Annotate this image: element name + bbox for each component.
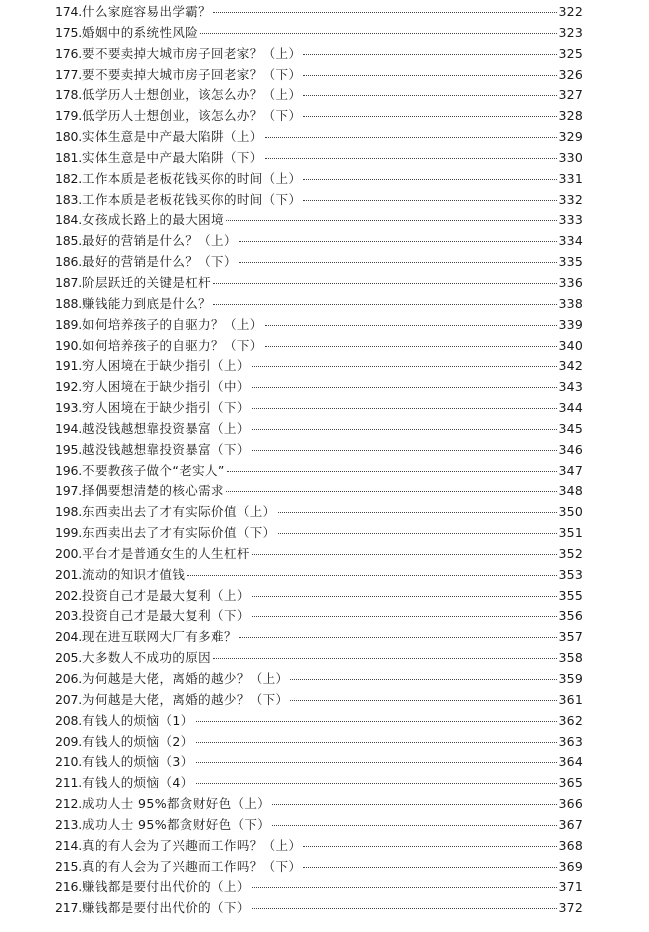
entry-page-number: 346	[558, 441, 583, 457]
entry-title: 赚钱都是要付出代价的（下）	[82, 900, 250, 916]
entry-number: 205.	[55, 650, 83, 666]
entry-title: 投资自己才是最大复利（上）	[82, 587, 250, 603]
dot-leader	[272, 804, 556, 805]
toc-entry[interactable]	[55, 648, 583, 669]
entry-title: 如何培养孩子的自驱力？（下）	[82, 337, 263, 353]
entry-number: 179.	[55, 108, 83, 124]
dot-leader	[265, 137, 557, 138]
dot-leader	[213, 283, 556, 284]
toc-entry[interactable]	[55, 857, 583, 878]
entry-page-number: 331	[558, 170, 583, 186]
toc-entry[interactable]	[55, 773, 583, 794]
toc-entry[interactable]	[55, 732, 583, 753]
entry-page-number: 342	[558, 358, 583, 374]
entry-title: 赚钱都是要付出代价的（上）	[82, 879, 250, 895]
entry-page-number: 352	[558, 545, 583, 561]
dot-leader	[303, 179, 556, 180]
dot-leader	[303, 75, 556, 76]
dot-leader	[252, 366, 557, 367]
toc-entry[interactable]	[55, 481, 583, 502]
entry-number: 182.	[55, 170, 83, 186]
entry-page-number: 371	[558, 879, 583, 895]
entry-number: 203.	[55, 608, 83, 624]
toc-entry[interactable]	[55, 190, 583, 211]
toc-entry[interactable]	[55, 461, 583, 482]
toc-entry[interactable]	[55, 669, 583, 690]
toc-entry[interactable]	[55, 398, 583, 419]
dot-leader	[213, 304, 556, 305]
dot-leader	[239, 262, 557, 263]
dot-leader	[239, 637, 557, 638]
entry-number: 189.	[55, 316, 83, 332]
table-of-contents	[55, 2, 583, 919]
entry-page-number: 332	[558, 191, 583, 207]
entry-number: 187.	[55, 274, 83, 290]
dot-leader	[278, 512, 557, 513]
entry-page-number: 334	[558, 233, 583, 249]
entry-title: 有钱人的烦恼（3）	[82, 754, 194, 770]
entry-number: 191.	[55, 358, 83, 374]
entry-number: 201.	[55, 566, 83, 582]
entry-page-number: 361	[558, 691, 583, 707]
entry-title: 有钱人的烦恼（4）	[82, 775, 194, 791]
entry-number: 207.	[55, 691, 83, 707]
entry-number: 199.	[55, 525, 83, 541]
dot-leader	[252, 908, 557, 909]
entry-number: 202.	[55, 587, 83, 603]
entry-page-number: 367	[558, 816, 583, 832]
toc-entry[interactable]	[55, 523, 583, 544]
entry-page-number: 363	[558, 733, 583, 749]
toc-entry[interactable]	[55, 2, 583, 23]
entry-number: 217.	[55, 900, 83, 916]
dot-leader	[303, 54, 556, 55]
entry-number: 209.	[55, 733, 83, 749]
entry-title: 择偶要想清楚的核心需求	[82, 483, 224, 499]
entry-title: 婚姻中的系统性风险	[82, 24, 199, 40]
entry-number: 213.	[55, 816, 83, 832]
entry-title: 最好的营销是什么？（上）	[82, 233, 237, 249]
entry-title: 真的有人会为了兴趣而工作吗？（上）	[82, 837, 302, 853]
dot-leader	[226, 220, 557, 221]
entry-title: 为何越是大佬，离婚的越少？（下）	[82, 691, 289, 707]
dot-leader	[303, 95, 556, 96]
entry-number: 214.	[55, 837, 83, 853]
entry-page-number: 344	[558, 400, 583, 416]
entry-page-number: 362	[558, 712, 583, 728]
entry-title: 如何培养孩子的自驱力？（上）	[82, 316, 263, 332]
dot-leader	[265, 158, 557, 159]
entry-number: 192.	[55, 379, 83, 395]
toc-entry[interactable]	[55, 419, 583, 440]
entry-title: 有钱人的烦恼（1）	[82, 712, 194, 728]
toc-entry[interactable]	[55, 210, 583, 231]
entry-page-number: 365	[558, 775, 583, 791]
entry-title: 平台才是普通女生的人生杠杆	[82, 545, 250, 561]
entry-number: 206.	[55, 671, 83, 686]
toc-entry[interactable]	[55, 252, 583, 273]
entry-title: 大多数人不成功的原因	[82, 650, 212, 666]
toc-entry[interactable]	[55, 836, 583, 857]
entry-title: 投资自己才是最大复利（下）	[82, 608, 250, 624]
toc-entry[interactable]	[55, 377, 583, 398]
entry-title: 成功人士 95%都贪财好色（下）	[82, 816, 271, 832]
entry-page-number: 359	[558, 671, 583, 686]
entry-number: 175.	[55, 24, 83, 40]
toc-entry[interactable]	[55, 502, 583, 523]
entry-title: 真的有人会为了兴趣而工作吗？（下）	[82, 858, 302, 874]
toc-entry[interactable]	[55, 65, 583, 86]
entry-title: 东西卖出去了才有实际价值（上）	[82, 504, 276, 520]
toc-entry[interactable]	[55, 106, 583, 127]
entry-number: 188.	[55, 295, 83, 311]
dot-leader	[252, 387, 557, 388]
entry-number: 195.	[55, 441, 83, 457]
toc-entry[interactable]	[55, 586, 583, 607]
toc-entry[interactable]	[55, 231, 583, 252]
entry-page-number: 356	[558, 608, 583, 624]
entry-title: 低学历人士想创业，该怎么办？（下）	[82, 108, 302, 124]
dot-leader	[303, 867, 556, 868]
dot-leader	[252, 450, 557, 451]
entry-page-number: 368	[558, 837, 583, 853]
entry-page-number: 336	[558, 274, 583, 290]
toc-entry[interactable]	[55, 85, 583, 106]
entry-number: 184.	[55, 212, 83, 228]
entry-number: 204.	[55, 629, 83, 645]
entry-number: 215.	[55, 858, 83, 874]
entry-page-number: 328	[558, 108, 583, 124]
entry-number: 186.	[55, 254, 83, 270]
entry-number: 196.	[55, 462, 83, 478]
entry-page-number: 322	[558, 4, 583, 19]
entry-number: 183.	[55, 191, 83, 207]
entry-title: 低学历人士想创业，该怎么办？（上）	[82, 87, 302, 103]
dot-leader	[213, 658, 556, 659]
entry-number: 194.	[55, 420, 83, 436]
dot-leader	[252, 887, 557, 888]
dot-leader	[200, 33, 556, 34]
entry-number: 185.	[55, 233, 83, 249]
entry-number: 180.	[55, 129, 83, 145]
entry-title: 什么家庭容易出学霸？	[82, 4, 212, 19]
entry-page-number: 339	[558, 316, 583, 332]
entry-page-number: 326	[558, 66, 583, 82]
entry-number: 210.	[55, 754, 83, 770]
dot-leader	[252, 596, 557, 597]
entry-title: 东西卖出去了才有实际价值（下）	[82, 525, 276, 541]
entry-number: 212.	[55, 796, 83, 812]
entry-page-number: 345	[558, 420, 583, 436]
entry-page-number: 325	[558, 45, 583, 61]
entry-title: 穷人困境在于缺少指引（中）	[82, 379, 250, 395]
dot-leader	[226, 491, 557, 492]
toc-entry[interactable]	[55, 23, 583, 44]
entry-page-number: 357	[558, 629, 583, 645]
entry-title: 阶层跃迁的关键是杠杆	[82, 274, 212, 290]
entry-number: 211.	[55, 775, 83, 791]
entry-number: 198.	[55, 504, 83, 520]
entry-number: 178.	[55, 87, 83, 103]
entry-title: 不要教孩子做个“老实人”	[82, 462, 225, 478]
entry-number: 176.	[55, 45, 83, 61]
entry-title: 赚钱能力到底是什么？	[82, 295, 212, 311]
entry-page-number: 366	[558, 796, 583, 812]
entry-page-number: 355	[558, 587, 583, 603]
toc-entry[interactable]	[55, 877, 583, 898]
entry-number: 174.	[55, 4, 83, 19]
dot-leader	[239, 241, 557, 242]
entry-title: 成功人士 95%都贪财好色（上）	[82, 796, 271, 812]
entry-title: 越没钱越想靠投资暴富（下）	[82, 441, 250, 457]
dot-leader	[196, 742, 557, 743]
dot-leader	[278, 533, 557, 534]
entry-page-number: 351	[558, 525, 583, 541]
toc-entry[interactable]	[55, 794, 583, 815]
dot-leader	[252, 554, 557, 555]
dot-leader	[187, 575, 556, 576]
dot-leader	[196, 721, 557, 722]
entry-page-number: 358	[558, 650, 583, 666]
toc-entry[interactable]	[55, 44, 583, 65]
entry-title: 要不要卖掉大城市房子回老家？（上）	[82, 45, 302, 61]
toc-entry[interactable]	[55, 148, 583, 169]
dot-leader	[290, 679, 556, 680]
entry-title: 越没钱越想靠投资暴富（上）	[82, 420, 250, 436]
dot-leader	[227, 471, 557, 472]
toc-entry[interactable]	[55, 273, 583, 294]
toc-entry[interactable]	[55, 627, 583, 648]
dot-leader	[265, 325, 557, 326]
toc-entry[interactable]	[55, 898, 583, 919]
dot-leader	[303, 116, 556, 117]
dot-leader	[290, 700, 556, 701]
toc-entry[interactable]	[55, 711, 583, 732]
entry-number: 197.	[55, 483, 83, 499]
entry-page-number: 340	[558, 337, 583, 353]
entry-page-number: 372	[558, 900, 583, 916]
toc-entry[interactable]	[55, 440, 583, 461]
toc-entry[interactable]	[55, 127, 583, 148]
entry-title: 工作本质是老板花钱买你的时间（下）	[82, 191, 302, 207]
entry-title: 穷人困境在于缺少指引（上）	[82, 358, 250, 374]
entry-title: 为何越是大佬，离婚的越少？（上）	[82, 671, 289, 686]
dot-leader	[252, 408, 557, 409]
entry-page-number: 353	[558, 566, 583, 582]
dot-leader	[252, 616, 557, 617]
entry-title: 实体生意是中产最大陷阱（上）	[82, 129, 263, 145]
toc-entry[interactable]	[55, 169, 583, 190]
entry-title: 工作本质是老板花钱买你的时间（上）	[82, 170, 302, 186]
entry-page-number: 335	[558, 254, 583, 270]
entry-title: 流动的知识才值钱	[82, 566, 186, 582]
entry-page-number: 333	[558, 212, 583, 228]
entry-title: 女孩成长路上的最大困境	[82, 212, 224, 228]
entry-page-number: 364	[558, 754, 583, 770]
entry-page-number: 347	[558, 462, 583, 478]
toc-entry[interactable]	[55, 294, 583, 315]
entry-page-number: 323	[558, 24, 583, 40]
toc-entry[interactable]	[55, 752, 583, 773]
entry-title: 现在进互联网大厂有多难？	[82, 629, 237, 645]
toc-entry[interactable]	[55, 815, 583, 836]
entry-page-number: 369	[558, 858, 583, 874]
dot-leader	[196, 783, 557, 784]
dot-leader	[272, 825, 556, 826]
entry-number: 181.	[55, 149, 83, 165]
dot-leader	[265, 346, 557, 347]
toc-entry[interactable]	[55, 356, 583, 377]
toc-entry[interactable]	[55, 315, 583, 336]
entry-number: 200.	[55, 545, 83, 561]
entry-page-number: 329	[558, 129, 583, 145]
entry-title: 有钱人的烦恼（2）	[82, 733, 194, 749]
entry-page-number: 327	[558, 87, 583, 103]
entry-page-number: 343	[558, 379, 583, 395]
entry-number: 208.	[55, 712, 83, 728]
entry-number: 177.	[55, 66, 83, 82]
entry-title: 要不要卖掉大城市房子回老家？（下）	[82, 66, 302, 82]
toc-entry[interactable]	[55, 606, 583, 627]
entry-page-number: 348	[558, 483, 583, 499]
entry-page-number: 330	[558, 149, 583, 165]
entry-title: 最好的营销是什么？（下）	[82, 254, 237, 270]
entry-number: 216.	[55, 879, 83, 895]
toc-entry[interactable]	[55, 544, 583, 565]
toc-entry[interactable]	[55, 565, 583, 586]
dot-leader	[303, 846, 556, 847]
entry-page-number: 350	[558, 504, 583, 520]
entry-title: 实体生意是中产最大陷阱（下）	[82, 149, 263, 165]
entry-page-number: 338	[558, 295, 583, 311]
entry-number: 193.	[55, 400, 83, 416]
dot-leader	[303, 200, 556, 201]
entry-title: 穷人困境在于缺少指引（下）	[82, 400, 250, 416]
dot-leader	[213, 12, 556, 13]
entry-number: 190.	[55, 337, 83, 353]
dot-leader	[196, 762, 557, 763]
dot-leader	[252, 429, 557, 430]
toc-entry[interactable]	[55, 690, 583, 711]
toc-entry[interactable]	[55, 336, 583, 357]
